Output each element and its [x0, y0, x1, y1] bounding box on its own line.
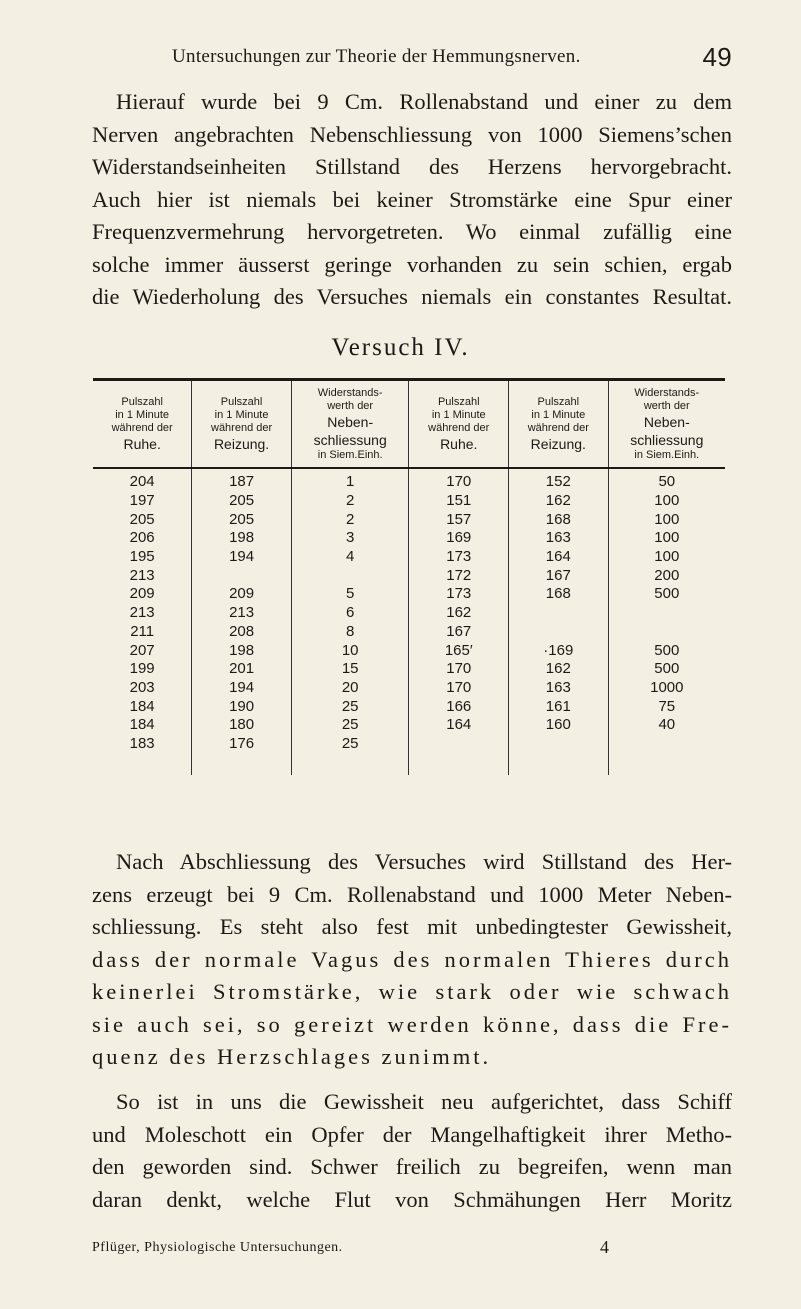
table-cell: 180	[192, 716, 292, 735]
text-line: und Moleschott ein Opfer der Mangelhaftigkeit ihrer Metho-	[92, 1121, 732, 1147]
table-cell: 162	[409, 604, 509, 623]
table-cell: 163	[509, 679, 609, 698]
table-cell	[608, 753, 725, 775]
header-small: Pulszahl in 1 Minute während der	[527, 395, 589, 434]
table-cell: 208	[192, 623, 292, 642]
header-small: Widerstands- werth der	[317, 386, 383, 412]
table-row	[93, 716, 725, 735]
table-cell: 198	[192, 529, 292, 548]
table-cell	[409, 753, 509, 775]
table-cell: 205	[129, 510, 155, 528]
header-small: in Siem.Einh.	[634, 448, 700, 461]
table-cell: 173	[409, 585, 509, 604]
text-line: die Wiederholung des Versuches niemals ein constantes Resultat.	[92, 284, 732, 309]
table-cell	[509, 623, 609, 642]
table-cell: 2	[291, 492, 409, 511]
header-big: Neben- schliessung	[630, 413, 704, 448]
text-line: Nerven angebrachten Nebenschliessung von 1000 Siemens’schen	[92, 121, 732, 147]
header-cell	[509, 380, 609, 469]
table-cell: 184	[129, 716, 155, 734]
text-line: Auch hier ist niemals bei keiner Stromstärke eine Spur einer	[92, 186, 732, 212]
table-cell: 201	[192, 660, 292, 679]
table-row	[93, 492, 725, 511]
table-cell: 500	[608, 641, 725, 660]
table-cell: ·169	[509, 641, 609, 660]
table-cell	[509, 604, 609, 623]
table-row	[93, 660, 725, 679]
table-row	[93, 679, 725, 698]
table-cell: 40	[608, 716, 725, 735]
table-cell	[608, 623, 725, 642]
table-cell: 198	[192, 641, 292, 660]
text-line: solche immer äusserst geringe vorhanden zu sein schien, ergab	[92, 251, 732, 277]
table-cell: 100	[608, 529, 725, 548]
table-cell: 194	[192, 679, 292, 698]
header-big: Reizung.	[530, 435, 586, 452]
table-row	[93, 604, 725, 623]
table-cell: 164	[409, 716, 509, 735]
header-small: Widerstands- werth der	[634, 386, 700, 412]
table-cell: 162	[509, 660, 609, 679]
table-cell: 2	[291, 510, 409, 529]
table-cell: 184	[129, 697, 155, 715]
table-cell	[192, 566, 292, 585]
table-cell: 166	[409, 697, 509, 716]
table-row	[93, 585, 725, 604]
table-cell: 167	[509, 566, 609, 585]
section-heading: Versuch IV.	[331, 334, 470, 361]
table-cell: 170	[409, 660, 509, 679]
table-cell: 10	[291, 641, 409, 660]
table-cell: 209	[129, 585, 155, 603]
table-cell: 203	[129, 678, 155, 696]
table-cell: 160	[509, 716, 609, 735]
header-cell	[192, 380, 292, 469]
table-cell: 165′	[409, 641, 509, 660]
header-cell	[409, 380, 509, 469]
table-cell: 157	[409, 510, 509, 529]
table-cell: 151	[409, 492, 509, 511]
text-line: sie auch sei, so gereizt werden könne, dass die Fre-	[92, 1011, 732, 1037]
table-row	[93, 641, 725, 660]
table-cell: 3	[291, 529, 409, 548]
header-big: Ruhe.	[440, 435, 478, 452]
intro-paragraph	[92, 86, 732, 314]
table-cell: 25	[291, 697, 409, 716]
header-small: Pulszahl in 1 Minute während der	[211, 395, 273, 434]
text-line: daran denkt, welche Flut von Schmähungen Herr Moritz	[92, 1186, 732, 1212]
table-cell: 205	[192, 510, 292, 529]
table-cell: 176	[192, 735, 292, 754]
table-cell: 213	[192, 604, 292, 623]
table-cell: 163	[509, 529, 609, 548]
table-cell: 162	[509, 492, 609, 511]
table-cell	[509, 735, 609, 754]
table-cell: 164	[509, 548, 609, 567]
header-small: Pulszahl in 1 Minute während der	[428, 395, 490, 434]
table-cell: 100	[608, 548, 725, 567]
table-cell: 173	[409, 548, 509, 567]
table-cell: 195	[129, 548, 155, 566]
table-cell: 209	[192, 585, 292, 604]
page-number: 49	[702, 42, 732, 72]
table-cell: 183	[129, 734, 155, 752]
table-row	[93, 623, 725, 642]
table-cell: 204	[129, 473, 155, 491]
results-table	[93, 378, 725, 775]
table-cell	[608, 604, 725, 623]
header-cell	[608, 380, 725, 469]
table-header-row	[93, 380, 725, 469]
text-line: schliessung. Es steht also fest mit unbedingtester Gewissheit,	[92, 914, 732, 939]
table-cell: 6	[291, 604, 409, 623]
running-title: Untersuchungen zur Theorie der Hemmungsnerven.	[172, 46, 581, 67]
header-cell	[93, 380, 192, 469]
second-paragraph	[92, 1086, 732, 1216]
table-cell: 100	[608, 510, 725, 529]
text-line: quenz des Herzschlages zunimmt.	[92, 1044, 492, 1069]
table-row	[93, 735, 725, 754]
table-cell	[409, 735, 509, 754]
table-cell: 206	[129, 529, 155, 547]
table-cell: 25	[291, 735, 409, 754]
text-line: keinerlei Stromstärke, wie stark oder wie schwach	[92, 979, 732, 1004]
table-row-spacer	[93, 753, 725, 775]
table-cell: 194	[192, 548, 292, 567]
header-small: in Siem.Einh.	[317, 448, 383, 461]
table-cell: 5	[291, 585, 409, 604]
table-cell	[608, 735, 725, 754]
table-cell: 170	[409, 679, 509, 698]
text-line: So ist in uns die Gewissheit neu aufgerichtet, dass Schiff	[116, 1089, 732, 1114]
table-cell: 1	[291, 468, 409, 492]
table-cell: 207	[129, 641, 155, 659]
table-row	[93, 510, 725, 529]
text-line: Frequenzvermehrung hervorgetreten. Wo einmal zufällig eine	[92, 219, 732, 244]
table-cell: 4	[291, 548, 409, 567]
table-cell: 172	[409, 566, 509, 585]
table-cell: 50	[608, 468, 725, 492]
header-big: Neben- schliessung	[313, 413, 387, 448]
table-cell: 15	[291, 660, 409, 679]
table-body	[93, 468, 725, 775]
text-line: dass der normale Vagus des normalen Thieres durch	[92, 946, 732, 972]
table-cell: 167	[409, 623, 509, 642]
table-row	[93, 697, 725, 716]
table-cell	[291, 566, 409, 585]
header-big: Ruhe.	[123, 435, 161, 452]
table-row	[93, 548, 725, 567]
running-header	[92, 42, 732, 72]
conclusion-paragraph	[92, 846, 732, 1074]
header-small: Pulszahl in 1 Minute während der	[111, 395, 173, 434]
text-line: zens erzeugt bei 9 Cm. Rollenabstand und 1000 Meter Neben-	[92, 881, 732, 907]
table-cell: 199	[129, 660, 155, 678]
table-cell	[93, 753, 192, 775]
table-row	[93, 566, 725, 585]
text-line: Nach Abschliessung des Versuches wird Stillstand des Her-	[116, 849, 732, 874]
table-cell: 20	[291, 679, 409, 698]
table-cell: 100	[608, 492, 725, 511]
footer-journal: Pflüger, Physiologische Untersuchungen.	[92, 1240, 343, 1255]
table-cell: 500	[608, 585, 725, 604]
table-cell	[291, 753, 409, 775]
table-cell: 197	[129, 492, 155, 510]
table-cell: 25	[291, 716, 409, 735]
table-cell: 205	[192, 492, 292, 511]
text-line: Hierauf wurde bei 9 Cm. Rollenabstand und einer zu dem	[116, 89, 732, 114]
footer-signature: 4	[600, 1237, 609, 1257]
table-cell: 213	[129, 604, 155, 622]
table-cell: 500	[608, 660, 725, 679]
table-cell: 213	[129, 566, 155, 584]
table-cell	[192, 753, 292, 775]
table-cell: 200	[608, 566, 725, 585]
table-cell: 190	[192, 697, 292, 716]
table-cell: 161	[509, 697, 609, 716]
table-cell: 152	[509, 468, 609, 492]
table-cell: 211	[130, 622, 155, 640]
table-row	[93, 529, 725, 548]
table-cell: 75	[608, 697, 725, 716]
table-cell: 168	[509, 585, 609, 604]
table-cell: 187	[192, 468, 292, 492]
table-cell: 169	[409, 529, 509, 548]
header-cell	[291, 380, 409, 469]
text-line: Widerstandseinheiten Stillstand des Herzens hervorgebracht.	[92, 154, 732, 179]
table-cell	[509, 753, 609, 775]
header-big: Reizung.	[213, 435, 270, 452]
table-row	[93, 468, 725, 492]
table-cell: 8	[291, 623, 409, 642]
table-cell: 1000	[608, 679, 725, 698]
table-cell: 170	[409, 468, 509, 492]
text-line: den geworden sind. Schwer freilich zu begreifen, wenn man	[92, 1154, 732, 1179]
table-cell: 168	[509, 510, 609, 529]
